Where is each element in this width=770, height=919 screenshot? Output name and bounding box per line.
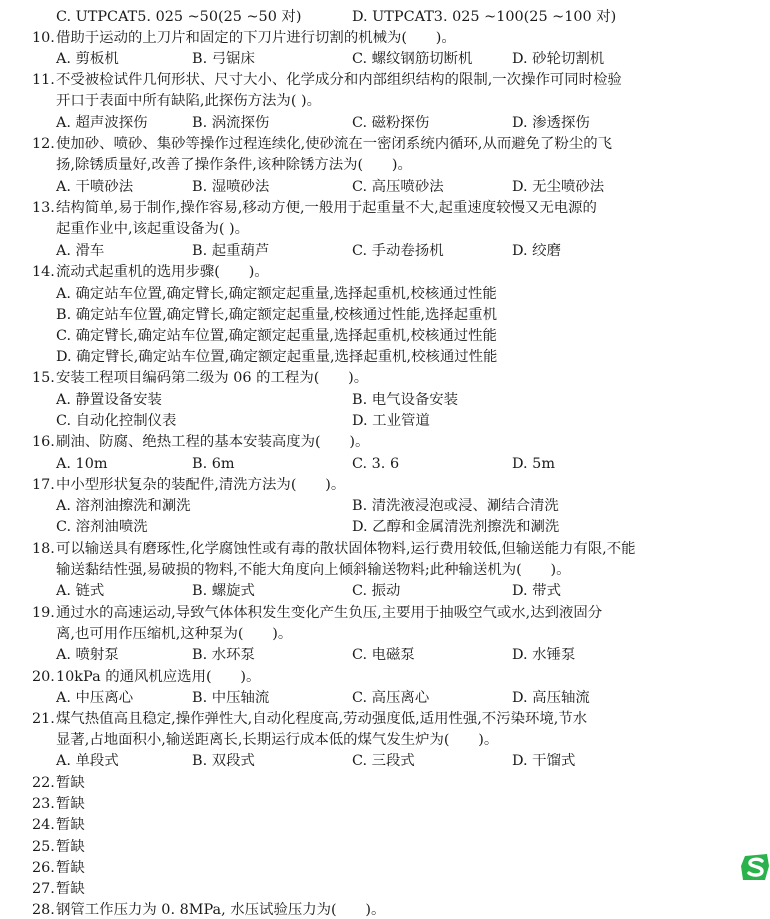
option-c: C. 高压离心 <box>352 690 430 706</box>
question-number: 19. <box>32 605 55 621</box>
option-b: B. 6m <box>192 456 235 472</box>
option-d: D. 5m <box>512 456 555 472</box>
question-text: 扬,除锈质量好,改善了操作条件,该种除锈方法为( )。 <box>56 157 412 173</box>
option-d: D. 高压轴流 <box>512 690 590 706</box>
question-number: 24. <box>32 817 55 833</box>
s-logo-icon <box>739 852 770 882</box>
question-number: 23. <box>32 796 55 812</box>
missing-note: 暂缺 <box>56 881 85 897</box>
question-number: 14. <box>32 264 55 280</box>
option-b: B. 弓锯床 <box>192 51 255 67</box>
missing-note: 暂缺 <box>56 817 85 833</box>
question-number: 28. <box>32 902 55 918</box>
option-c: C. 电磁泵 <box>352 647 415 663</box>
option-b: B. 电气设备安装 <box>352 392 459 408</box>
option-c: C. 自动化控制仪表 <box>56 413 177 429</box>
question-number: 16. <box>32 434 55 450</box>
option-d: D. 水锤泵 <box>512 647 576 663</box>
option-a: A. 10m <box>56 456 108 472</box>
option-c: C. 3. 6 <box>352 456 400 472</box>
option-c: C. 螺纹钢筋切断机 <box>352 51 473 67</box>
question-text: 安装工程项目编码第二级为 06 的工程为( )。 <box>56 370 369 386</box>
question-text: 结构简单,易于制作,操作容易,移动方便,一般用于起重量不大,起重速度较慢又无电源的 <box>56 200 597 216</box>
option-a: A. 链式 <box>56 583 105 599</box>
option-a: A. 超声波探伤 <box>56 115 148 131</box>
option-a: A. 静置设备安装 <box>56 392 162 408</box>
option-c: C. 确定臂长,确定站车位置,确定额定起重量,选择起重机,校核通过性能 <box>56 328 497 344</box>
question-number: 25. <box>32 839 55 855</box>
question-number: 27. <box>32 881 55 897</box>
question-number: 22. <box>32 775 55 791</box>
option-b: B. 双段式 <box>192 753 255 769</box>
option-d: D. 渗透探伤 <box>512 115 590 131</box>
option-a: A. 单段式 <box>56 753 119 769</box>
option-text: D. UTPCAT3. 025 ~100(25 ~100 对) <box>352 9 617 25</box>
option-a: A. 剪板机 <box>56 51 119 67</box>
option-b: B. 螺旋式 <box>192 583 255 599</box>
question-text: 起重作业中,该起重设备为( )。 <box>56 221 250 237</box>
option-b: B. 中压轴流 <box>192 690 270 706</box>
question-text: 可以输送具有磨琢性,化学腐蚀性或有毒的散状固体物料,运行费用较低,但输送能力有限,不能 <box>56 541 636 557</box>
missing-note: 暂缺 <box>56 839 85 855</box>
question-number: 12. <box>32 136 55 152</box>
option-a: A. 干喷砂法 <box>56 179 134 195</box>
question-number: 15. <box>32 370 55 386</box>
question-text: 中小型形状复杂的装配件,清洗方法为( )。 <box>56 477 346 493</box>
option-c: C. 三段式 <box>352 753 415 769</box>
question-text: 刷油、防腐、绝热工程的基本安装高度为( )。 <box>56 434 370 450</box>
option-b: B. 涡流探伤 <box>192 115 270 131</box>
option-d: D. 干馏式 <box>512 753 576 769</box>
option-d: D. 确定臂长,确定站车位置,确定额定起重量,选择起重机,校核通过性能 <box>56 349 498 365</box>
question-number: 10. <box>32 30 55 46</box>
question-number: 26. <box>32 860 55 876</box>
option-c: C. 磁粉探伤 <box>352 115 430 131</box>
option-text: C. UTPCAT5. 025 ~50(25 ~50 对) <box>56 9 302 25</box>
option-a: A. 确定站车位置,确定臂长,确定额定起重量,选择起重机,校核通过性能 <box>56 286 497 302</box>
question-number: 13. <box>32 200 55 216</box>
option-b: B. 起重葫芦 <box>192 243 270 259</box>
option-a: A. 中压离心 <box>56 690 134 706</box>
question-text: 流动式起重机的选用步骤( )。 <box>56 264 269 280</box>
option-b: B. 水环泵 <box>192 647 255 663</box>
option-b: B. 清洗液浸泡或浸、涮结合清洗 <box>352 498 559 514</box>
option-b: B. 湿喷砂法 <box>192 179 270 195</box>
option-d: D. 工业管道 <box>352 413 430 429</box>
option-d: D. 无尘喷砂法 <box>512 179 605 195</box>
option-d: D. 带式 <box>512 583 561 599</box>
question-text: 钢管工作压力为 0. 8MPa, 水压试验压力为( )。 <box>56 902 386 918</box>
option-b: B. 确定站车位置,确定臂长,确定额定起重量,校核通过性能,选择起重机 <box>56 307 497 323</box>
question-text: 10kPa 的通风机应选用( )。 <box>56 669 261 685</box>
missing-note: 暂缺 <box>56 775 85 791</box>
question-text: 显著,占地面积小,输送距离长,长期运行成本低的煤气发生炉为( )。 <box>56 732 499 748</box>
option-a: A. 滑车 <box>56 243 105 259</box>
option-a: A. 喷射泵 <box>56 647 119 663</box>
question-number: 20. <box>32 669 55 685</box>
question-text: 离,也可用作压缩机,这种泵为( )。 <box>56 626 293 642</box>
option-d: D. 乙醇和金属清洗剂擦洗和涮洗 <box>352 519 560 535</box>
question-text: 使加砂、喷砂、集砂等操作过程连续化,使砂流在一密闭系统内循环,从而避免了粉尘的飞 <box>56 136 612 152</box>
option-a: A. 溶剂油擦洗和涮洗 <box>56 498 191 514</box>
question-text: 通过水的高速运动,导致气体体积发生变化产生负压,主要用于抽吸空气或水,达到液固分 <box>56 605 603 621</box>
question-text: 不受被检试件几何形状、尺寸大小、化学成分和内部组织结构的限制,一次操作可同时检验 <box>56 72 622 88</box>
option-c: C. 溶剂油喷洗 <box>56 519 148 535</box>
option-c: C. 高压喷砂法 <box>352 179 444 195</box>
missing-note: 暂缺 <box>56 860 85 876</box>
question-number: 17. <box>32 477 55 493</box>
question-text: 输送黏结性强,易破损的物料,不能大角度向上倾斜输送物料;此种输送机为( )。 <box>56 562 571 578</box>
missing-note: 暂缺 <box>56 796 85 812</box>
question-text: 煤气热值高且稳定,操作弹性大,自动化程度高,劳动强度低,适用性强,不污染环境,节水 <box>56 711 588 727</box>
option-c: C. 手动卷扬机 <box>352 243 444 259</box>
option-c: C. 振动 <box>352 583 401 599</box>
option-d: D. 绞磨 <box>512 243 561 259</box>
question-text: 开口于表面中所有缺陷,此探伤方法为( )。 <box>56 93 322 109</box>
option-d: D. 砂轮切割机 <box>512 51 605 67</box>
question-text: 借助于运动的上刀片和固定的下刀片进行切割的机械为( )。 <box>56 30 456 46</box>
question-number: 18. <box>32 541 55 557</box>
question-number: 11. <box>32 72 55 88</box>
question-number: 21. <box>32 711 55 727</box>
